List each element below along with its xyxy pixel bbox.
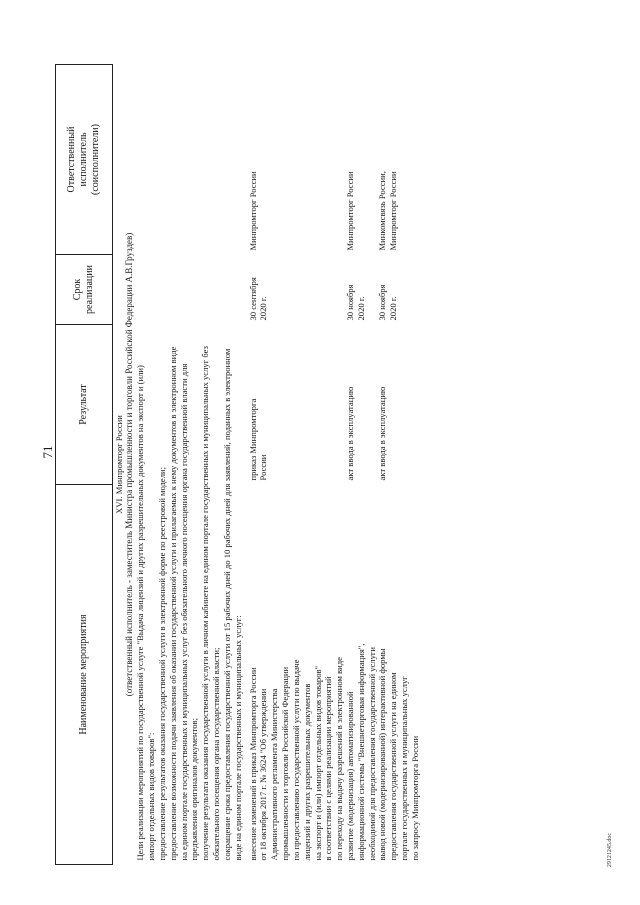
section-subtitle: (ответственный исполнитель - заместитель Министра промышленности и торговли Российской Федерации А.В.Груздев): [124, 232, 135, 697]
row-result: акт ввода в эксплуатацию: [344, 386, 355, 481]
row-deadline: 30 сентября 2020 г.: [247, 277, 269, 321]
row-responsible: Минкомсвязь России, Минпромторг России: [377, 171, 399, 251]
table-header-row: [56, 65, 113, 865]
row-result: приказ Минпромторга России: [247, 398, 269, 481]
header-deadline: [56, 255, 113, 325]
measures-table: [55, 64, 421, 865]
row-responsible: Минпромторг России: [247, 171, 258, 251]
row-name: вывод новой (модернизированной) интерактивной формы предоставления государственной услуги на едином портале государственных и муниципальных услуг по запросу Минпромторга России: [377, 648, 420, 861]
rotated-page-content: [55, 65, 595, 865]
section-title: XVI. Минпромторг России: [114, 415, 124, 514]
header-responsible: [56, 65, 113, 255]
row-name: внесение изменений в приказ Минпромторга России от 18 октября 2017 г. № 3624 "Об утверждении Административного регламента Министерства промышленности и торговли Российской Федерации по предоставлению государственной услуги по выдаче лицензий и других разрешительных документов на экспорт и (или) импорт отдельных видов товаров" в соответствии с целями реализации мероприятий по переходу на выдачу разрешений в электронном виде: [247, 657, 345, 861]
row-name: развитие (модернизация) автоматизированной информационной системы "Внешнеторговая информация", необходимой для предоставления государственной услуги: [344, 643, 377, 861]
row-responsible: Минпромторг России: [344, 171, 355, 251]
row-result: акт ввода в эксплуатацию: [377, 386, 388, 481]
section-goal-text: Цели реализации мероприятий по государственной услуге "Выдача лицензий и других разрешительных документов на экспорт и (или) импорт отдельных видов товаров": предоставление результатов оказания государственной услуги в электронной форме по реестровой модели; предоставление возможности подачи заявления об оказании государственной услуги и прилагаемых к нему документов в электронном виде на едином портале государственных и муниципальных услуг без обязательного личного посещения органа государственной власти для предъявления оригиналов документов; получение результата оказания государственной услуги в личном кабинете на едином портале государственных и муниципальных услуг без обязательного посещения органа государственной власти; сокращение срока предоставления государственной услуги от 15 рабочих дней до 10 рабочих дней для заявлений, поданных в электронном виде на едином портале государственных и муниципальных услуг:: [135, 346, 243, 861]
table-row: [377, 65, 420, 865]
row-deadline: 30 ноября 2020 г.: [344, 284, 366, 321]
header-result: Результат: [56, 325, 113, 485]
header-responsible-text: Ответственный исполнитель (соисполнители): [66, 124, 101, 195]
header-deadline-text: Срок реализации: [72, 265, 95, 314]
table-row: [345, 65, 377, 865]
document-file-code: 29121245.doc: [607, 832, 613, 868]
table-row: [248, 65, 345, 865]
row-deadline: 30 ноября 2020 г.: [377, 284, 399, 321]
page-number: 71: [40, 445, 55, 459]
header-name: Наименование мероприятия: [56, 485, 113, 865]
